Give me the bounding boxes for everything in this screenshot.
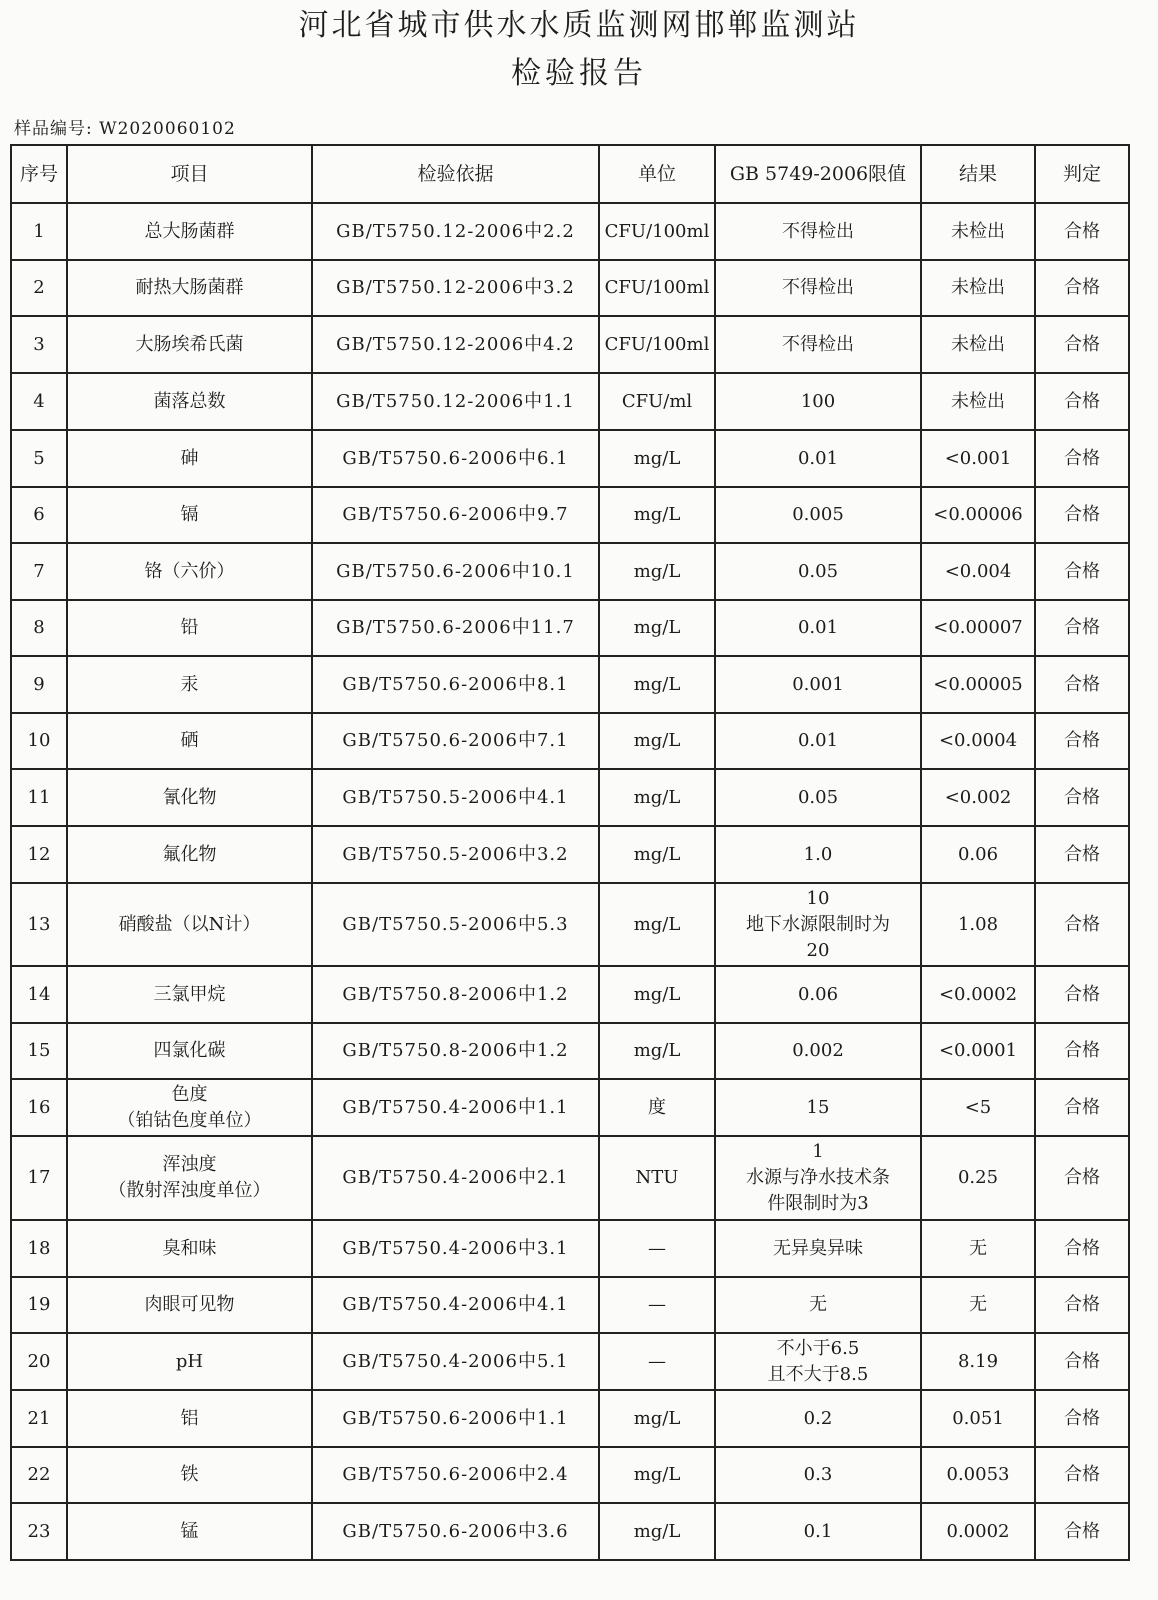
table-row — [11, 1220, 1129, 1277]
item-name — [67, 1136, 312, 1220]
verdict: 合格 — [1035, 1333, 1129, 1390]
item-name — [67, 966, 312, 1023]
limit-value-line: 不得检出 — [782, 220, 854, 242]
item-name — [67, 373, 312, 430]
test-basis: GB/T5750.4-2006中5.1 — [312, 1333, 599, 1390]
limit-value — [715, 1023, 921, 1079]
limit-value-line: 1 — [812, 1141, 824, 1162]
test-basis: GB/T5750.12-2006中3.2 — [312, 260, 599, 316]
limit-value — [715, 1333, 921, 1390]
item-name-line: 色度 — [171, 1083, 208, 1105]
limit-value-line: 0.002 — [792, 1040, 844, 1061]
unit: NTU — [599, 1136, 715, 1220]
row-number: 2 — [11, 260, 67, 316]
item-name — [67, 487, 312, 543]
report-title: 河北省城市供水水质监测网邯郸监测站 — [298, 8, 860, 43]
item-name — [67, 713, 312, 769]
row-number: 5 — [11, 430, 67, 487]
result-value: 8.19 — [921, 1333, 1035, 1390]
item-name-line: 菌落总数 — [153, 390, 226, 412]
limit-value — [715, 487, 921, 543]
item-name — [67, 260, 312, 316]
item-name — [67, 600, 312, 656]
test-basis: GB/T5750.6-2006中7.1 — [312, 713, 599, 769]
table-row — [11, 430, 1129, 487]
column-header-verdict: 判定 — [1035, 145, 1129, 203]
limit-value-line: 20 — [806, 939, 830, 961]
limit-value-line: 不得检出 — [782, 333, 854, 355]
limit-value — [715, 769, 921, 826]
test-basis: GB/T5750.12-2006中2.2 — [312, 203, 599, 260]
test-basis: GB/T5750.6-2006中2.4 — [312, 1447, 599, 1503]
result-value: <5 — [921, 1079, 1035, 1136]
limit-value — [715, 373, 921, 430]
column-header-item: 项目 — [67, 145, 312, 203]
unit: CFU/100ml — [599, 260, 715, 316]
row-number: 13 — [11, 883, 67, 966]
table-row — [11, 1277, 1129, 1333]
table-row — [11, 966, 1129, 1023]
result-value: 0.25 — [921, 1136, 1035, 1220]
verdict: 合格 — [1035, 260, 1129, 316]
item-name-line: 浑浊度 — [162, 1154, 217, 1175]
unit: mg/L — [599, 430, 715, 487]
item-name — [67, 1447, 312, 1503]
result-value: 1.08 — [921, 883, 1035, 966]
limit-value — [715, 260, 921, 316]
limit-value — [715, 316, 921, 373]
unit: 度 — [599, 1079, 715, 1136]
item-name — [67, 543, 312, 600]
test-basis: GB/T5750.12-2006中1.1 — [312, 373, 599, 430]
item-name — [67, 1503, 312, 1560]
item-name — [67, 656, 312, 713]
test-basis: GB/T5750.4-2006中3.1 — [312, 1220, 599, 1277]
unit: mg/L — [599, 656, 715, 713]
table-row — [11, 1023, 1129, 1079]
column-header-result: 结果 — [921, 145, 1035, 203]
unit: CFU/100ml — [599, 316, 715, 373]
unit: mg/L — [599, 1023, 715, 1079]
column-header-no: 序号 — [11, 145, 67, 203]
row-number: 16 — [11, 1079, 67, 1136]
unit: — — [599, 1333, 715, 1390]
verdict: 合格 — [1035, 1447, 1129, 1503]
item-name — [67, 1390, 312, 1447]
verdict: 合格 — [1035, 966, 1129, 1023]
verdict: 合格 — [1035, 600, 1129, 656]
sample-number — [14, 114, 236, 139]
item-name-line: 三氯甲烷 — [153, 983, 226, 1005]
limit-value-line: 0.3 — [803, 1464, 833, 1485]
item-name-line: 锰 — [180, 1520, 199, 1542]
unit: mg/L — [599, 543, 715, 600]
result-value: <0.001 — [921, 430, 1035, 487]
item-name — [67, 1333, 312, 1390]
row-number: 20 — [11, 1333, 67, 1390]
limit-value — [715, 1079, 921, 1136]
table-row — [11, 487, 1129, 543]
item-name-line: 硝酸盐（以N计） — [118, 913, 261, 935]
test-basis: GB/T5750.6-2006中10.1 — [312, 543, 599, 600]
row-number: 9 — [11, 656, 67, 713]
limit-value — [715, 1390, 921, 1447]
table-body — [11, 203, 1129, 1560]
limit-value-line: 无 — [809, 1294, 827, 1315]
item-name — [67, 1023, 312, 1079]
unit: mg/L — [599, 1447, 715, 1503]
limit-value-line: 0.1 — [803, 1520, 833, 1542]
item-name — [67, 1277, 312, 1333]
results-table — [10, 144, 1130, 1561]
item-name — [67, 316, 312, 373]
table-row — [11, 1390, 1129, 1447]
item-name-line: 镉 — [180, 504, 199, 525]
test-basis: GB/T5750.4-2006中2.1 — [312, 1136, 599, 1220]
table-row — [11, 316, 1129, 373]
limit-value-line: 0.01 — [797, 730, 839, 751]
row-number: 8 — [11, 600, 67, 656]
result-value: 未检出 — [921, 316, 1035, 373]
result-value: 0.0002 — [921, 1503, 1035, 1560]
item-name — [67, 430, 312, 487]
table-row — [11, 600, 1129, 656]
verdict: 合格 — [1035, 373, 1129, 430]
limit-value — [715, 1277, 921, 1333]
limit-value-line: 100 — [800, 390, 836, 412]
row-number: 17 — [11, 1136, 67, 1220]
unit: CFU/ml — [599, 373, 715, 430]
table-row — [11, 1079, 1129, 1136]
test-basis: GB/T5750.5-2006中4.1 — [312, 769, 599, 826]
result-value: 未检出 — [921, 373, 1035, 430]
unit: — — [599, 1220, 715, 1277]
limit-value — [715, 1136, 921, 1220]
test-basis: GB/T5750.6-2006中6.1 — [312, 430, 599, 487]
verdict: 合格 — [1035, 769, 1129, 826]
limit-value-line: 件限制时为3 — [767, 1193, 869, 1214]
row-number: 18 — [11, 1220, 67, 1277]
report-subtitle: 检验报告 — [511, 56, 647, 91]
row-number: 4 — [11, 373, 67, 430]
limit-value-line: 0.2 — [803, 1407, 833, 1429]
limit-value — [715, 713, 921, 769]
test-basis: GB/T5750.4-2006中1.1 — [312, 1079, 599, 1136]
limit-value — [715, 883, 921, 966]
table-row — [11, 1503, 1129, 1560]
item-name-line: 硒 — [180, 730, 199, 751]
item-name — [67, 826, 312, 883]
row-number: 15 — [11, 1023, 67, 1079]
item-name-line: 四氯化碳 — [153, 1040, 226, 1061]
limit-value-line: 无异臭异味 — [773, 1237, 863, 1259]
item-name — [67, 1079, 312, 1136]
limit-value — [715, 203, 921, 260]
item-name-line: 氰化物 — [162, 786, 217, 808]
result-value: <0.00006 — [921, 487, 1035, 543]
item-name-line: 总大肠菌群 — [144, 220, 235, 242]
item-name-line: （散射浑浊度单位） — [108, 1180, 271, 1201]
test-basis: GB/T5750.4-2006中4.1 — [312, 1277, 599, 1333]
unit: mg/L — [599, 487, 715, 543]
limit-value-line: 15 — [806, 1096, 830, 1118]
verdict: 合格 — [1035, 826, 1129, 883]
item-name-line: 氟化物 — [162, 843, 217, 865]
limit-value-line: 不得检出 — [782, 277, 854, 298]
table-row — [11, 543, 1129, 600]
row-number: 23 — [11, 1503, 67, 1560]
row-number: 21 — [11, 1390, 67, 1447]
table-row — [11, 203, 1129, 260]
limit-value-line: 0.06 — [797, 983, 839, 1005]
table-row — [11, 713, 1129, 769]
item-name-line: 砷 — [180, 447, 199, 469]
row-number: 10 — [11, 713, 67, 769]
item-name — [67, 203, 312, 260]
item-name-line: 铝 — [180, 1407, 199, 1429]
limit-value — [715, 1447, 921, 1503]
result-value: <0.004 — [921, 543, 1035, 600]
test-basis: GB/T5750.6-2006中11.7 — [312, 600, 599, 656]
verdict: 合格 — [1035, 1136, 1129, 1220]
limit-value-line: 水源与净水技术条 — [746, 1167, 890, 1188]
limit-value-line: 10 — [806, 887, 830, 909]
test-basis: GB/T5750.5-2006中3.2 — [312, 826, 599, 883]
verdict: 合格 — [1035, 713, 1129, 769]
result-value: 无 — [921, 1277, 1035, 1333]
row-number: 3 — [11, 316, 67, 373]
verdict: 合格 — [1035, 487, 1129, 543]
limit-value-line: 0.01 — [797, 447, 839, 469]
limit-value — [715, 600, 921, 656]
result-value: <0.00007 — [921, 600, 1035, 656]
column-header-basis: 检验依据 — [312, 145, 599, 203]
verdict: 合格 — [1035, 316, 1129, 373]
item-name — [67, 769, 312, 826]
row-number: 11 — [11, 769, 67, 826]
verdict: 合格 — [1035, 430, 1129, 487]
result-value: <0.00005 — [921, 656, 1035, 713]
verdict: 合格 — [1035, 883, 1129, 966]
verdict: 合格 — [1035, 203, 1129, 260]
item-name-line: 铅 — [180, 617, 199, 638]
item-name — [67, 883, 312, 966]
row-number: 12 — [11, 826, 67, 883]
unit: CFU/100ml — [599, 203, 715, 260]
result-value: <0.002 — [921, 769, 1035, 826]
unit: mg/L — [599, 1503, 715, 1560]
limit-value-line: 0.05 — [797, 560, 839, 582]
verdict: 合格 — [1035, 1023, 1129, 1079]
row-number: 7 — [11, 543, 67, 600]
unit: mg/L — [599, 713, 715, 769]
item-name-line: 肉眼可见物 — [144, 1294, 235, 1315]
test-basis: GB/T5750.5-2006中5.3 — [312, 883, 599, 966]
limit-value-line: 0.01 — [797, 617, 839, 638]
verdict: 合格 — [1035, 1277, 1129, 1333]
item-name-line: 大肠埃希氏菌 — [135, 333, 244, 355]
table-row — [11, 769, 1129, 826]
limit-value-line: 0.005 — [792, 504, 844, 525]
table-row — [11, 373, 1129, 430]
limit-value-line: 0.001 — [792, 673, 844, 695]
limit-value — [715, 1220, 921, 1277]
limit-value-line: 0.05 — [797, 786, 839, 808]
row-number: 14 — [11, 966, 67, 1023]
table-row — [11, 1447, 1129, 1503]
test-basis: GB/T5750.6-2006中9.7 — [312, 487, 599, 543]
test-basis: GB/T5750.8-2006中1.2 — [312, 966, 599, 1023]
limit-value-line: 1.0 — [803, 843, 833, 865]
test-basis: GB/T5750.6-2006中8.1 — [312, 656, 599, 713]
unit: mg/L — [599, 826, 715, 883]
test-basis: GB/T5750.12-2006中4.2 — [312, 316, 599, 373]
item-name-line: 汞 — [180, 673, 199, 695]
unit: mg/L — [599, 883, 715, 966]
unit: mg/L — [599, 966, 715, 1023]
result-value: 0.0053 — [921, 1447, 1035, 1503]
result-value: 未检出 — [921, 203, 1035, 260]
item-name — [67, 1220, 312, 1277]
unit: mg/L — [599, 600, 715, 656]
result-value: 未检出 — [921, 260, 1035, 316]
item-name-line: 铬（六价） — [144, 560, 235, 582]
test-basis: GB/T5750.6-2006中1.1 — [312, 1390, 599, 1447]
item-name-line: pH — [175, 1350, 204, 1372]
table-row — [11, 883, 1129, 966]
verdict: 合格 — [1035, 543, 1129, 600]
table-row — [11, 1333, 1129, 1390]
limit-value — [715, 1503, 921, 1560]
unit: mg/L — [599, 1390, 715, 1447]
result-value: <0.0004 — [921, 713, 1035, 769]
item-name-line: 耐热大肠菌群 — [135, 277, 244, 298]
limit-value — [715, 430, 921, 487]
row-number: 1 — [11, 203, 67, 260]
verdict: 合格 — [1035, 1390, 1129, 1447]
item-name-line: 臭和味 — [162, 1237, 217, 1259]
limit-value-line: 不小于6.5 — [776, 1337, 860, 1359]
verdict: 合格 — [1035, 656, 1129, 713]
table-row — [11, 1136, 1129, 1220]
result-value: 0.06 — [921, 826, 1035, 883]
item-name-line: 铁 — [180, 1464, 199, 1485]
result-value: <0.0002 — [921, 966, 1035, 1023]
test-basis: GB/T5750.8-2006中1.2 — [312, 1023, 599, 1079]
verdict: 合格 — [1035, 1079, 1129, 1136]
column-header-limit: GB 5749-2006限值 — [715, 145, 921, 203]
table-row — [11, 826, 1129, 883]
unit: mg/L — [599, 769, 715, 826]
table-row — [11, 260, 1129, 316]
result-value: 无 — [921, 1220, 1035, 1277]
result-value: <0.0001 — [921, 1023, 1035, 1079]
test-basis: GB/T5750.6-2006中3.6 — [312, 1503, 599, 1560]
table-header-row — [11, 145, 1129, 203]
verdict: 合格 — [1035, 1220, 1129, 1277]
row-number: 19 — [11, 1277, 67, 1333]
limit-value — [715, 543, 921, 600]
limit-value-line: 地下水源限制时为 — [746, 913, 890, 935]
row-number: 6 — [11, 487, 67, 543]
limit-value-line: 且不大于8.5 — [767, 1363, 869, 1385]
sample-number-value: W2020060102 — [99, 119, 236, 139]
unit: — — [599, 1277, 715, 1333]
column-header-unit: 单位 — [599, 145, 715, 203]
item-name-line: （铂钴色度单位） — [117, 1109, 262, 1131]
table-row — [11, 656, 1129, 713]
sample-number-label: 样品编号: — [14, 119, 93, 139]
limit-value — [715, 966, 921, 1023]
verdict: 合格 — [1035, 1503, 1129, 1560]
result-value: 0.051 — [921, 1390, 1035, 1447]
limit-value — [715, 656, 921, 713]
row-number: 22 — [11, 1447, 67, 1503]
limit-value — [715, 826, 921, 883]
